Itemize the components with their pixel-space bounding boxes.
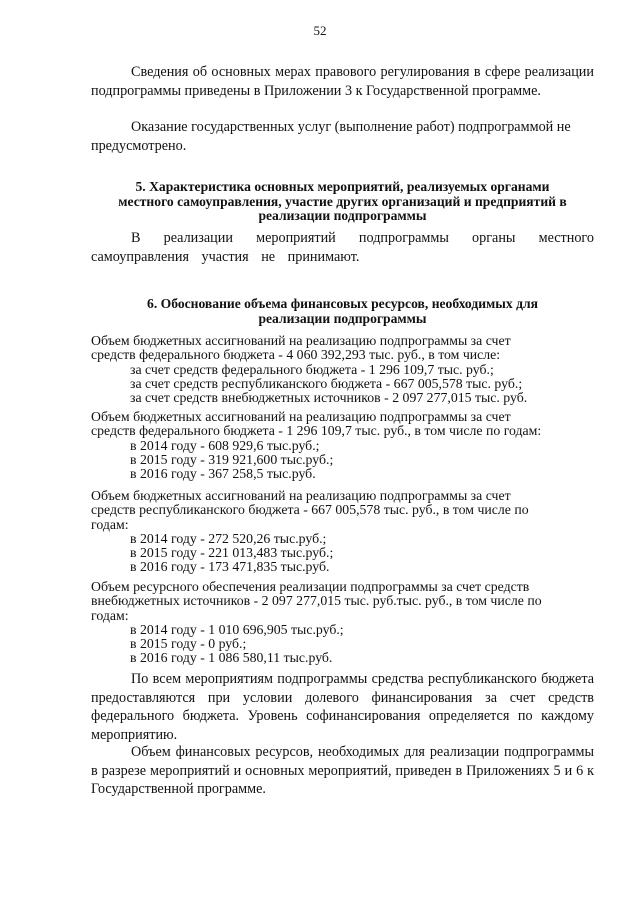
funding-block-line: внебюджетных источников - 2 097 277,015 тыс. руб.тыс. руб., в том числе по xyxy=(91,593,542,609)
section-6-heading-line-1: 6. Обоснование объема финансовых ресурсов, необходимых для xyxy=(147,296,538,311)
intro-paragraph-regulation: Сведения об основных мерах правового регулирования в сфере реализации подпрограммы приведены в Приложении 3 к Государственной программе. xyxy=(91,64,594,99)
funding-item: в 2015 году - 319 921,600 тыс.руб.; xyxy=(130,451,334,467)
page-number: 52 xyxy=(313,23,327,38)
funding-item: за счет средств внебюджетных источников - 2 097 277,015 тыс. руб. xyxy=(130,390,528,406)
funding-item: в 2015 году - 221 013,483 тыс.руб.; xyxy=(130,545,334,561)
funding-item: в 2016 году - 173 471,835 тыс.руб. xyxy=(130,559,330,575)
funding-block-republican xyxy=(91,489,601,575)
funding-item: в 2015 году - 0 руб.; xyxy=(130,636,247,652)
section-6-heading-line-2: реализации подпрограммы xyxy=(258,310,427,326)
funding-item: в 2014 году - 272 520,26 тыс.руб.; xyxy=(130,530,327,546)
funding-block-total xyxy=(91,334,601,405)
funding-block-line: средств республиканского бюджета - 667 005,578 тыс. руб., в том числе по xyxy=(91,502,529,518)
funding-item: в 2016 году - 1 086 580,11 тыс.руб. xyxy=(130,650,333,666)
section-5-heading-line-3: реализации подпрограммы xyxy=(258,208,427,223)
cofinancing-paragraph: По всем мероприятиям подпрограммы средства республиканского бюджета предоставляются при условии долевого финансирования за счет средств федерального бюджета. Уровень софинансирования определяется по каждому мероприятию. xyxy=(91,671,594,743)
funding-item: в 2014 году - 1 010 696,905 тыс.руб.; xyxy=(130,621,344,637)
funding-block-line: годам: xyxy=(91,516,129,532)
funding-item: в 2016 году - 367 258,5 тыс.руб. xyxy=(130,466,316,482)
funding-block-line: годам: xyxy=(91,607,129,623)
funding-block-line: средств федерального бюджета - 4 060 392,293 тыс. руб., в том числе: xyxy=(91,347,501,363)
section-5-heading-line-2: местного самоуправления, участие других организаций и предприятий в xyxy=(118,193,567,209)
section-5-heading-line-1: 5. Характеристика основных мероприятий, реализуемых органами xyxy=(135,179,550,194)
section-5-text: В реализации мероприятий подпрограммы органы местного самоуправления участия не принимают. xyxy=(91,230,594,265)
section-5-heading xyxy=(91,180,594,224)
funding-item: за счет средств республиканского бюджета - 667 005,578 тыс. руб.; xyxy=(130,375,523,391)
funding-block-federal xyxy=(91,410,601,481)
funding-block-extrabudgetary xyxy=(91,580,601,666)
funding-item: за счет средств федерального бюджета - 1 296 109,7 тыс. руб.; xyxy=(130,361,494,377)
section-6-heading xyxy=(91,297,594,326)
funding-block-line: Объем бюджетных ассигнований на реализацию подпрограммы за счет xyxy=(91,488,511,503)
intro-paragraph-services: Оказание государственных услуг (выполнение работ) подпрограммой не предусмотрено. xyxy=(91,119,571,154)
appendix-paragraph: Объем финансовых ресурсов, необходимых для реализации подпрограммы в разрезе мероприятий и основных мероприятий, приведен в Приложениях 5 и 6 к Государственной программе. xyxy=(91,744,594,797)
funding-block-line: средств федерального бюджета - 1 296 109,7 тыс. руб., в том числе по годам: xyxy=(91,423,542,439)
funding-block-line: Объем бюджетных ассигнований на реализацию подпрограммы за счет xyxy=(91,409,511,424)
funding-item: в 2014 году - 608 929,6 тыс.руб.; xyxy=(130,437,320,453)
funding-block-line: Объем ресурсного обеспечения реализации подпрограммы за счет средств xyxy=(91,579,530,594)
funding-block-line: Объем бюджетных ассигнований на реализацию подпрограммы за счет xyxy=(91,333,511,348)
